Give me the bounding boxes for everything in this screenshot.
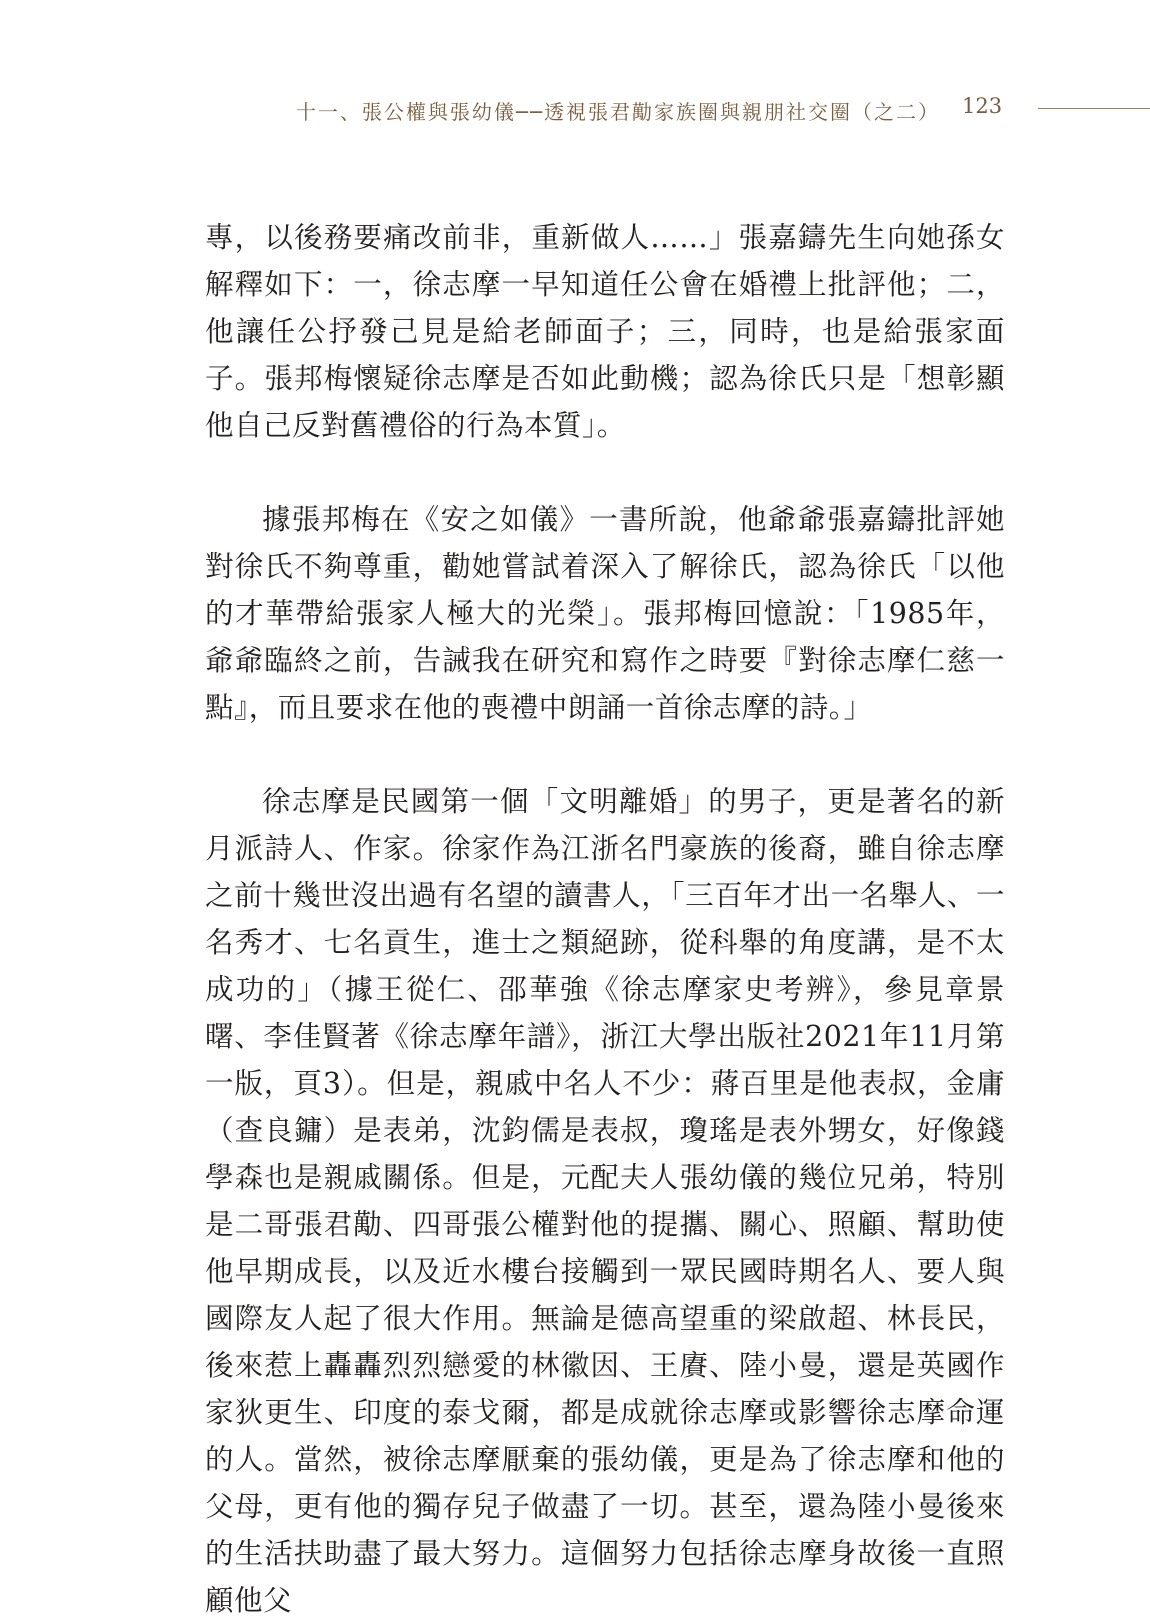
paragraph-3: 徐志摩是民國第一個「文明離婚」的男子，更是著名的新月派詩人、作家。徐家作為江浙名門豪族的後裔，雖自徐志摩之前十幾世沒出過有名望的讀書人，「三百年才出一名舉人、一名秀才、七名貢生，進士之類絕跡，從科舉的角度講，是不太成功的」（據王從仁、邵華強《徐志摩家史考辨》，參見章景曙、李佳賢著《徐志摩年譜》，浙江大學出版社2021年11月第一版，頁3）。但是，親戚中名人不少：蔣百里是他表叔，金庸（查良鏞）是表弟，沈鈞儒是表叔，瓊瑤是表外甥女，好像錢學森也是親戚關係。但是，元配夫人張幼儀的幾位兄弟，特別是二哥張君勱、四哥張公權對他的提攜、關心、照顧、幫助使他早期成長，以及近水樓台接觸到一眾民國時期名人、要人與國際友人起了很大作用。無論是德高望重的梁啟超、林長民，後來惹上轟轟烈烈戀愛的林徽因、王賡、陸小曼，還是英國作家狄更生、印度的泰戈爾，都是成就徐志摩或影響徐志摩命運的人。當然，被徐志摩厭棄的張幼儀，更是為了徐志摩和他的父母，更有他的獨存兒子做盡了一切。甚至，還為陸小曼後來的生活扶助盡了最大努力。這個努力包括徐志摩身故後一直照顧他父 — [205, 785, 1005, 1617]
running-header — [0, 92, 1150, 128]
paragraph-2: 據張邦梅在《安之如儀》一書所說，他爺爺張嘉鑄批評她對徐氏不夠尊重，勸她嘗試着深入了解徐氏，認為徐氏「以他的才華帶給張家人極大的光榮」。張邦梅回憶說：「1985年，爺爺臨終之前，告誡我在研究和寫作之時要『對徐志摩仁慈一點』，而且要求在他的喪禮中朗誦一首徐志摩的詩。」 — [205, 503, 1005, 724]
body-text — [205, 214, 1005, 1624]
header-title: 十一、張公權與張幼儀──透視張君勱家族圈與親朋社交圈（之二） — [295, 100, 940, 124]
page-number: 123 — [962, 94, 1003, 118]
header-rule — [1038, 108, 1150, 109]
paragraph-1: 專，以後務要痛改前非，重新做人……」張嘉鑄先生向她孫女解釋如下：一，徐志摩一早知道任公會在婚禮上批評他；二，他讓任公抒發己見是給老師面子；三，同時，也是給張家面子。張邦梅懷疑徐志摩是否如此動機；認為徐氏只是「想彰顯他自己反對舊禮俗的行為本質」。 — [205, 221, 1005, 442]
